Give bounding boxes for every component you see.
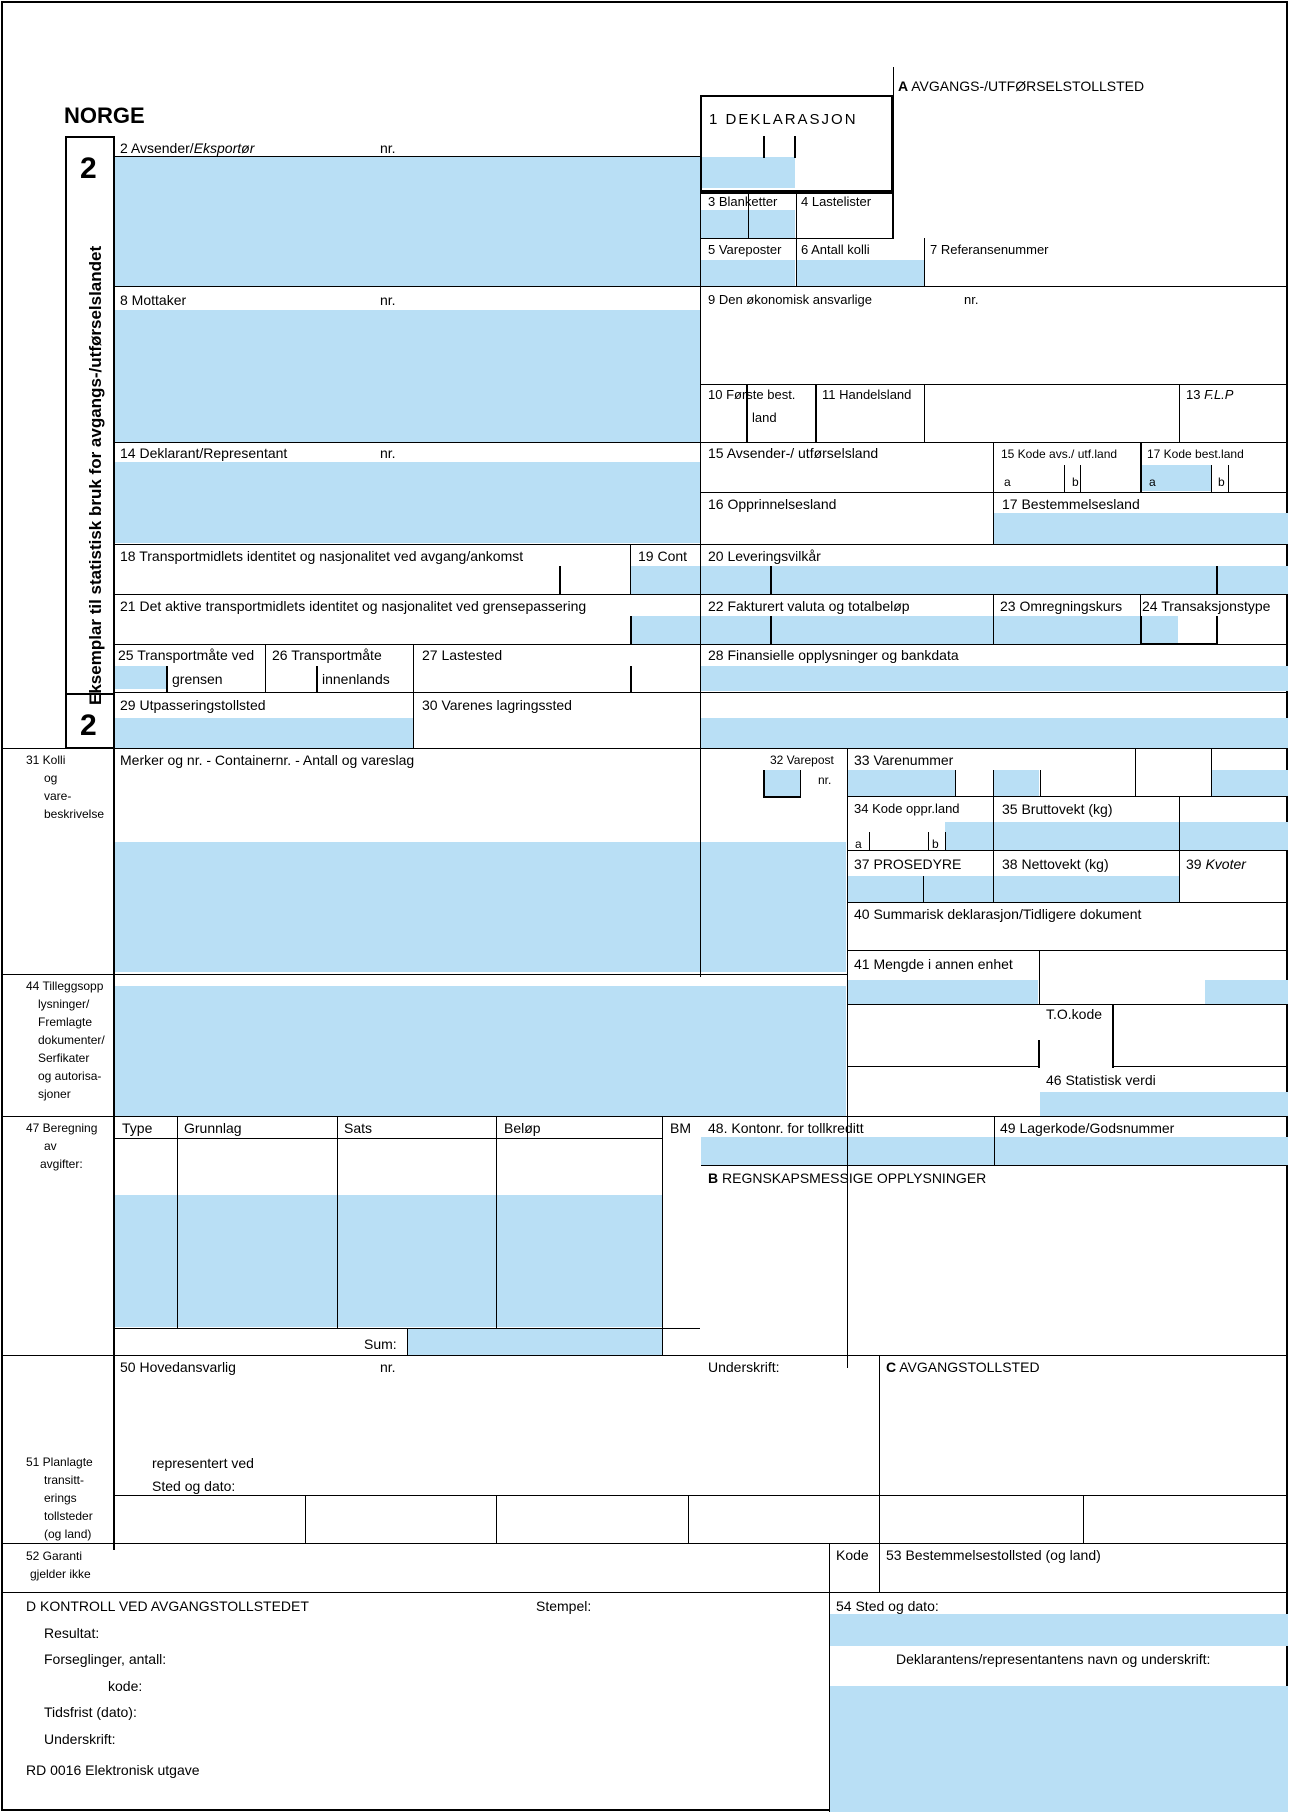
field-14-input[interactable] — [114, 462, 701, 543]
field-4-label: 4 Lastelister — [801, 194, 872, 209]
field-17-a: a — [1149, 475, 1156, 489]
field-47-label-1: 47 Beregning — [26, 1121, 98, 1135]
field-54-input[interactable] — [829, 1614, 1288, 1646]
field-46-label: 46 Statistisk verdi — [1046, 1072, 1156, 1088]
field-15-code-label: 15 Kode avs./ utf.land — [1001, 447, 1118, 461]
field-17-b: b — [1218, 475, 1225, 489]
field-37-label: 37 PROSEDYRE — [854, 856, 962, 872]
field-15-b: b — [1072, 475, 1079, 489]
deadline-label: Tidsfrist (dato): — [44, 1704, 137, 1720]
field-31-label-4: beskrivelse — [44, 807, 105, 821]
field-51-label-5: (og land) — [44, 1527, 92, 1541]
field-5-input[interactable] — [701, 260, 795, 287]
field-c-label: C AVGANGSTOLLSTED — [886, 1359, 1040, 1375]
result-label: Resultat: — [44, 1625, 100, 1641]
field-5-label: 5 Vareposter — [708, 242, 782, 257]
field-10-label: 10 Første best. — [708, 387, 796, 402]
field-44-input[interactable] — [114, 986, 846, 1116]
field-31-label-1: 31 Kolli — [26, 753, 66, 767]
col-sats: Sats — [344, 1120, 373, 1136]
sum-label: Sum: — [364, 1336, 397, 1352]
field-24-input[interactable] — [1142, 616, 1178, 644]
field-33-input-2[interactable] — [994, 770, 1039, 796]
field-22-input[interactable] — [701, 616, 1141, 644]
field-51-label-4: tollsteder — [44, 1509, 93, 1523]
field-16-label: 16 Opprinnelsesland — [708, 496, 837, 512]
field-47-input[interactable] — [114, 1195, 662, 1327]
declarant-signature-label: Deklarantens/representantens navn og underskrift: — [896, 1651, 1211, 1667]
field-44-label-2: lysninger/ — [38, 997, 90, 1011]
field-41-label: 41 Mengde i annen enhet — [854, 956, 1013, 972]
field-8-input[interactable] — [114, 310, 701, 442]
field-37-input[interactable] — [848, 876, 994, 902]
field-26-label-2: innenlands — [322, 671, 390, 687]
field-28-label: 28 Finansielle opplysninger og bankdata — [708, 647, 959, 663]
field-34-a: a — [855, 837, 862, 851]
field-20-input[interactable] — [701, 566, 1288, 595]
field-13-label: 13 F.L.P — [1186, 387, 1234, 402]
field-15-label: 15 Avsender-/ utførselsland — [708, 445, 879, 461]
field-48-label: 48. Kontonr. for tollkreditt — [708, 1120, 864, 1136]
country-title: NORGE — [64, 103, 145, 128]
field-52-label-2: gjelder ikke — [30, 1567, 91, 1581]
field-47-sum-input[interactable] — [408, 1328, 662, 1355]
copy-number-top: 2 — [80, 152, 97, 185]
field-8-nr: nr. — [380, 292, 396, 308]
field-44-label-6: og autorisa- — [38, 1069, 102, 1083]
field-20-label: 20 Leveringsvilkår — [708, 548, 821, 564]
field-2-nr: nr. — [380, 140, 396, 156]
side-label: Eksemplar til statistisk bruk for avgangs-/utførselslandet — [86, 245, 105, 705]
signature-input[interactable] — [829, 1686, 1288, 1812]
field-53-label: 53 Bestemmelsestollsted (og land) — [886, 1547, 1101, 1563]
col-grunnlag: Grunnlag — [184, 1120, 242, 1136]
field-38-label: 38 Nettovekt (kg) — [1002, 856, 1109, 872]
field-9-label: 9 Den økonomisk ansvarlige — [708, 292, 873, 307]
field-29-input[interactable] — [114, 718, 414, 748]
field-54-label: 54 Sted og dato: — [836, 1598, 939, 1614]
field-44-label-5: Serfikater — [38, 1051, 90, 1065]
col-type: Type — [122, 1120, 153, 1136]
field-7-label: 7 Referansenummer — [930, 242, 1049, 257]
signature-label: Underskrift: — [708, 1359, 780, 1375]
field-6-input[interactable] — [797, 260, 924, 287]
field-2-label: 2 Avsender/Eksportør — [120, 140, 255, 156]
field-8-label: 8 Mottaker — [120, 292, 187, 308]
field-31-description: Merker og nr. - Containernr. - Antall og vareslag — [120, 752, 415, 768]
field-33-input-3[interactable] — [1211, 770, 1288, 796]
field-17-label: 17 Bestemmelsesland — [1002, 496, 1140, 512]
field-39-label: 39 Kvoter — [1186, 856, 1246, 872]
field-6-label: 6 Antall kolli — [801, 242, 870, 257]
represented-by-label: representert ved — [152, 1455, 254, 1471]
place-date-label: Sted og dato: — [152, 1478, 236, 1494]
field-50-nr: nr. — [380, 1359, 396, 1375]
field-32-nr: nr. — [818, 773, 832, 787]
field-40-label: 40 Summarisk deklarasjon/Tidligere dokument — [854, 906, 1142, 922]
field-27-label: 27 Lastested — [422, 647, 503, 663]
field-50-label: 50 Hovedansvarlig — [120, 1359, 236, 1375]
field-44-label-1: 44 Tilleggsopp — [26, 979, 104, 993]
col-bm: BM — [670, 1120, 691, 1136]
field-21-label: 21 Det aktive transportmidlets identitet og nasjonalitet ved grensepassering — [120, 598, 587, 614]
field-18-label: 18 Transportmidlets identitet og nasjonalitet ved avgang/ankomst — [120, 548, 524, 564]
field-49-label: 49 Lagerkode/Godsnummer — [1000, 1120, 1175, 1136]
field-46-input[interactable] — [1040, 1092, 1288, 1116]
field-35-label: 35 Bruttovekt (kg) — [1002, 801, 1113, 817]
field-44-label-4: dokumenter/ — [38, 1033, 105, 1047]
field-30-input[interactable] — [701, 718, 1288, 748]
field-3-label: 3 Blanketter — [708, 194, 778, 209]
field-9-nr: nr. — [964, 292, 979, 307]
to-code-label: T.O.kode — [1046, 1006, 1103, 1022]
field-10-label-2: land — [752, 410, 777, 425]
field-31-label-2: og — [44, 771, 58, 785]
field-34-35-input[interactable] — [945, 822, 1288, 850]
field-23-label: 23 Omregningskurs — [1000, 598, 1123, 614]
declaration-box — [700, 95, 893, 192]
field-14-label: 14 Deklarant/Representant — [120, 445, 288, 461]
field-51-label-2: transitt- — [44, 1473, 85, 1487]
field-24-label: 24 Transaksjonstype — [1142, 598, 1271, 614]
stamp-label: Stempel: — [536, 1598, 592, 1614]
field-38-input[interactable] — [994, 876, 1179, 902]
field-33-label: 33 Varenummer — [854, 752, 954, 768]
field-28-input[interactable] — [701, 666, 1288, 691]
field-29-label: 29 Utpasseringstollsted — [120, 697, 266, 713]
field-22-label: 22 Fakturert valuta og totalbeløp — [708, 598, 910, 614]
field-17-code-label: 17 Kode best.land — [1147, 447, 1244, 461]
form-footer: RD 0016 Elektronisk utgave — [26, 1762, 200, 1778]
seal-code-label: kode: — [108, 1678, 143, 1694]
field-26-label: 26 Transportmåte — [272, 647, 382, 663]
field-2-input[interactable] — [114, 157, 701, 286]
field-15-a: a — [1004, 475, 1011, 489]
field-1-label: 1 DEKLARASJON — [709, 111, 858, 128]
field-30-label: 30 Varenes lagringssted — [422, 697, 572, 713]
field-31-label-3: vare- — [44, 789, 72, 803]
signature-label-2: Underskrift: — [44, 1731, 116, 1747]
seals-label: Forseglinger, antall: — [44, 1651, 167, 1667]
field-b-label: B REGNSKAPSMESSIGE OPPLYSNINGER — [708, 1170, 987, 1186]
field-47-label-2: av — [44, 1139, 57, 1153]
field-21-input[interactable] — [630, 616, 701, 644]
field-25-label-2: grensen — [172, 671, 223, 687]
field-11-label: 11 Handelsland — [822, 387, 912, 402]
field-41-input-1[interactable] — [848, 980, 1038, 1004]
field-17-input[interactable] — [994, 513, 1288, 544]
code-label: Kode — [836, 1547, 869, 1563]
field-19-input[interactable] — [630, 566, 701, 595]
field-51-label-1: 51 Planlagte — [26, 1455, 93, 1469]
field-33-input-1[interactable] — [848, 770, 955, 796]
copy-number-bottom: 2 — [80, 709, 97, 742]
field-34-label: 34 Kode oppr.land — [854, 801, 960, 816]
field-44-label-7: sjoner — [38, 1087, 71, 1101]
field-d-label: D KONTROLL VED AVGANGSTOLLSTEDET — [26, 1598, 309, 1614]
field-51-label-3: erings — [44, 1491, 77, 1505]
field-47-label-3: avgifter: — [40, 1157, 83, 1171]
field-a-label: A AVGANGS-/UTFØRSELSTOLLSTED — [898, 78, 1145, 94]
field-14-nr: nr. — [380, 445, 396, 461]
field-32-label: 32 Varepost — [770, 753, 834, 767]
field-34-b: b — [932, 837, 939, 851]
field-32-input[interactable] — [764, 770, 800, 796]
field-52-label-1: 52 Garanti — [26, 1549, 83, 1563]
field-19-label: 19 Cont — [638, 548, 688, 564]
col-belop: Beløp — [504, 1120, 541, 1136]
field-25-label: 25 Transportmåte ved — [118, 647, 255, 663]
field-44-label-3: Fremlagte — [38, 1015, 93, 1029]
field-31-input[interactable] — [114, 842, 846, 972]
field-41-input-2[interactable] — [1205, 980, 1288, 1004]
field-25-input[interactable] — [114, 666, 166, 689]
